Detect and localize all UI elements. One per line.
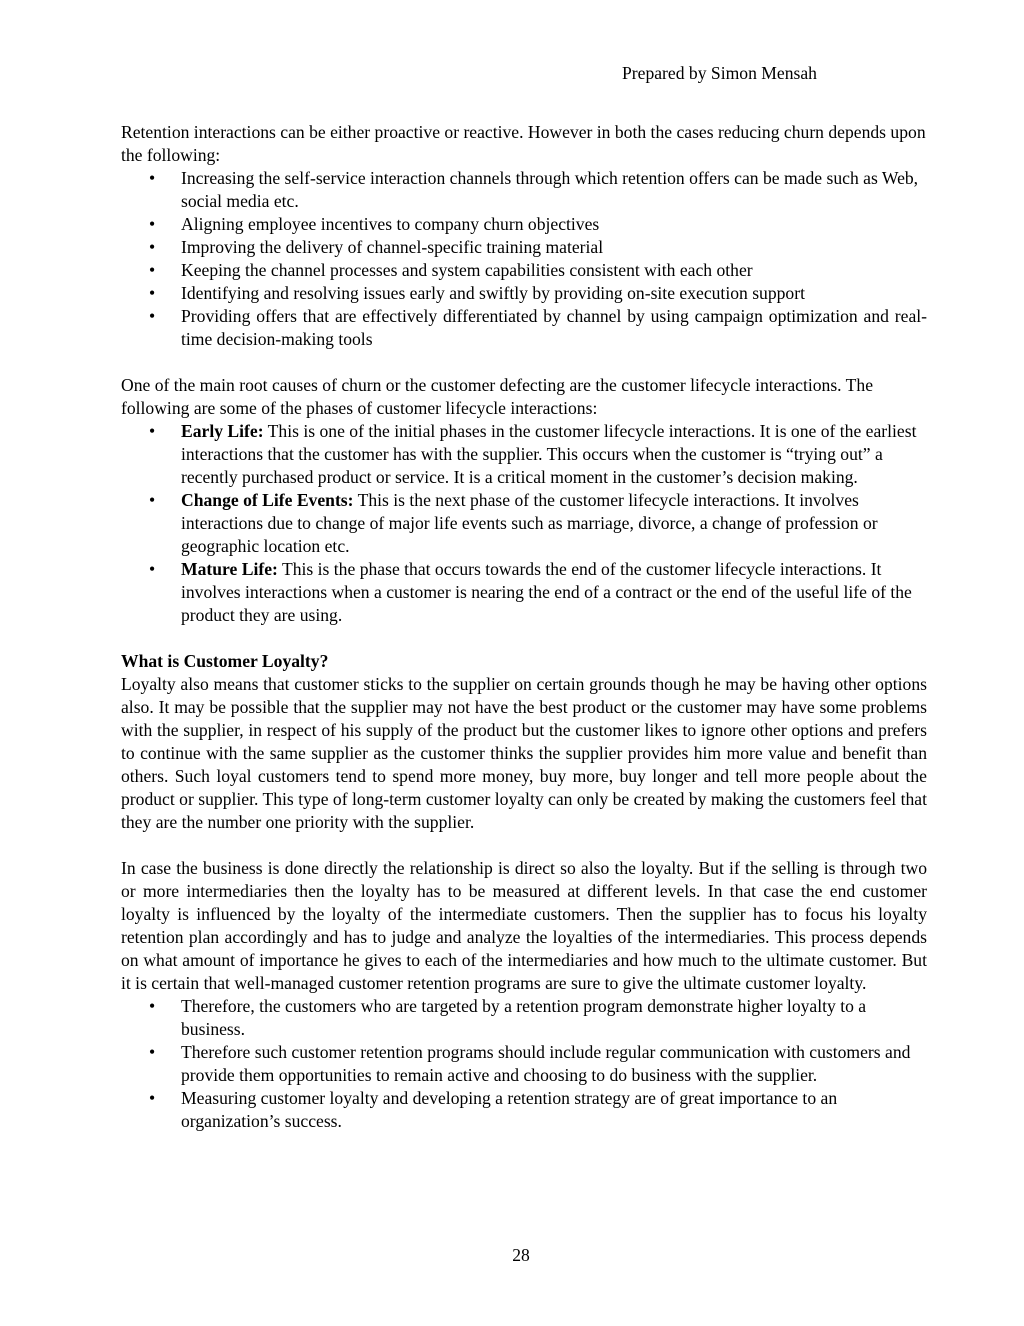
list-item	[121, 1087, 927, 1133]
bullet-icon: •	[149, 306, 156, 326]
page-header: Prepared by Simon Mensah	[622, 63, 817, 83]
list-item-text: This is the phase that occurs towards the end of the customer lifecycle interactions. It involves interactions when a customer is nearing the end of a contract or the end of the useful life of the product they are using.	[181, 559, 912, 625]
paragraph-gap	[121, 351, 927, 374]
list-item-text: Therefore, the customers who are targeted by a retention program demonstrate higher loyalty to a business.	[181, 996, 867, 1039]
section2-intro: One of the main root causes of churn or the customer defecting are the customer lifecycle interactions. The following are some of the phases of customer lifecycle interactions:	[121, 375, 874, 418]
list-item-term: Mature Life:	[181, 559, 278, 579]
list-item	[121, 305, 927, 351]
list-item-term: Change of Life Events:	[181, 490, 354, 510]
list-item	[121, 213, 927, 236]
bullet-icon: •	[149, 996, 156, 1016]
list-item	[121, 236, 927, 259]
list-item-text: Therefore such customer retention programs should include regular communication with customers and provide them opportunities to remain active and choosing to do business with the supplier.	[181, 1042, 911, 1085]
paragraph-gap	[121, 627, 927, 650]
list-item	[121, 282, 927, 305]
list-item	[121, 489, 927, 558]
lifecycle-bullet-list	[121, 420, 927, 627]
list-item-text: Keeping the channel processes and system capabilities consistent with each other	[181, 260, 753, 280]
page-number: 28	[512, 1245, 530, 1265]
bullet-icon: •	[149, 421, 156, 441]
list-item-text: Increasing the self-service interaction channels through which retention offers can be made such as Web, social media etc.	[181, 168, 919, 211]
bullet-icon: •	[149, 559, 156, 579]
bullet-icon: •	[149, 260, 156, 280]
bullet-icon: •	[149, 237, 156, 257]
list-item	[121, 420, 927, 489]
bullet-icon: •	[149, 283, 156, 303]
list-item-text: Identifying and resolving issues early and swiftly by providing on-site execution support	[181, 283, 805, 303]
list-item-text: Measuring customer loyalty and developing a retention strategy are of great importance to an organization’s success.	[181, 1088, 838, 1131]
list-item-text: This is the next phase of the customer lifecycle interactions. It involves interactions due to change of major life events such as marriage, divorce, a change of profession or geographic location etc.	[181, 490, 878, 556]
loyalty-paragraph-2: In case the business is done directly the relationship is direct so also the loyalty. But if the selling is through two or more intermediaries then the loyalty has to be measured at different levels. In that case the end customer loyalty is influenced by the loyalty of the intermediate customers. Then the supplier has to focus his loyalty retention plan accordingly and has to judge and analyze the loyalties of the intermediaries. This process depends on what amount of importance he gives to each of the intermediaries and how much to the ultimate customer. But it is certain that well-managed customer retention programs are sure to give the ultimate customer loyalty.	[121, 858, 927, 993]
page-content	[121, 121, 927, 1133]
list-item-text: Aligning employee incentives to company churn objectives	[181, 214, 600, 234]
section1-bullet-list	[121, 167, 927, 351]
section-heading: What is Customer Loyalty?	[121, 651, 329, 671]
bullet-icon: •	[149, 214, 156, 234]
list-item	[121, 259, 927, 282]
list-item-term: Early Life:	[181, 421, 264, 441]
list-item	[121, 167, 927, 213]
loyalty-bullet-list	[121, 995, 927, 1133]
list-item	[121, 558, 927, 627]
loyalty-paragraph-1: Loyalty also means that customer sticks to the supplier on certain grounds though he may be having other options also. It may be possible that the supplier may not have the best product or the customer may have some problems with the supplier, in respect of his supply of the product but the customer likes to ignore other options and prefers to continue with the same supplier as the customer thinks the supplier provides him more value and benefit than others. Such loyal customers tend to spend more money, buy more, buy longer and tell more people about the product or supplier. This type of long-term customer loyalty can only be created by making the customers feel that they are the number one priority with the supplier.	[121, 674, 927, 832]
section1-intro: Retention interactions can be either proactive or reactive. However in both the cases reducing churn depends upon the following:	[121, 122, 926, 165]
bullet-icon: •	[149, 490, 156, 510]
bullet-icon: •	[149, 1088, 156, 1108]
bullet-icon: •	[149, 168, 156, 188]
list-item	[121, 1041, 927, 1087]
paragraph-gap	[121, 834, 927, 857]
list-item-text: Improving the delivery of channel-specific training material	[181, 237, 604, 257]
list-item-text: This is one of the initial phases in the customer lifecycle interactions. It is one of the earliest interactions that the customer has with the supplier. This occurs when the customer is “trying out” a recently purchased product or service. It is a critical moment in the customer’s decision making.	[181, 421, 917, 487]
list-item	[121, 995, 927, 1041]
list-item-text: Providing offers that are effectively differentiated by channel by using campaign optimization and real-time decision-making tools	[181, 306, 927, 349]
bullet-icon: •	[149, 1042, 156, 1062]
